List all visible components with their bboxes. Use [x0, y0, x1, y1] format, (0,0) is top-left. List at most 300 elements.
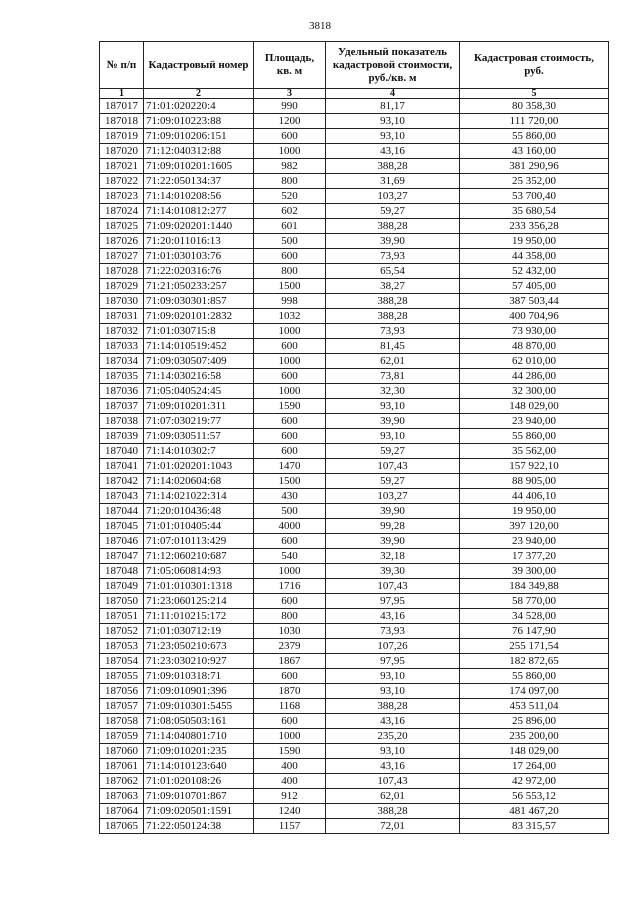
row-number-cell: 187018: [100, 114, 144, 129]
table-row: [100, 774, 609, 789]
cadastral-value-cell: 23 940,00: [460, 414, 609, 429]
specific-value-cell: 39,30: [326, 564, 460, 579]
row-number-cell: 187060: [100, 744, 144, 759]
cadastral-value-cell: 39 300,00: [460, 564, 609, 579]
area-cell: 1000: [254, 729, 326, 744]
specific-value-cell: 39,90: [326, 534, 460, 549]
row-number-cell: 187054: [100, 654, 144, 669]
table-row: [100, 219, 609, 234]
row-number-cell: 187048: [100, 564, 144, 579]
table-row: [100, 534, 609, 549]
row-number-cell: 187033: [100, 339, 144, 354]
area-cell: 600: [254, 534, 326, 549]
row-number-cell: 187032: [100, 324, 144, 339]
cadastral-value-cell: 44 286,00: [460, 369, 609, 384]
table-row: [100, 474, 609, 489]
cadastral-number-cell: 71:14:040801:710: [144, 729, 254, 744]
specific-value-cell: 93,10: [326, 129, 460, 144]
specific-value-cell: 73,93: [326, 249, 460, 264]
table-row: [100, 159, 609, 174]
row-number-cell: 187041: [100, 459, 144, 474]
row-number-cell: 187052: [100, 624, 144, 639]
cadastral-number-cell: 71:08:050503:161: [144, 714, 254, 729]
table-row: [100, 294, 609, 309]
table-row: [100, 744, 609, 759]
area-cell: 1867: [254, 654, 326, 669]
cadastral-value-cell: 174 097,00: [460, 684, 609, 699]
specific-value-cell: 59,27: [326, 204, 460, 219]
cadastral-number-cell: 71:20:010436:48: [144, 504, 254, 519]
header-row-number: № п/п: [100, 42, 144, 89]
cadastral-number-cell: 71:01:010301:1318: [144, 579, 254, 594]
column-number: 4: [326, 89, 460, 99]
area-cell: 998: [254, 294, 326, 309]
row-number-cell: 187050: [100, 594, 144, 609]
area-cell: 1032: [254, 309, 326, 324]
cadastral-value-cell: 19 950,00: [460, 234, 609, 249]
cadastral-number-cell: 71:23:050210:673: [144, 639, 254, 654]
specific-value-cell: 235,20: [326, 729, 460, 744]
specific-value-cell: 93,10: [326, 669, 460, 684]
cadastral-value-cell: 80 358,30: [460, 99, 609, 114]
specific-value-cell: 388,28: [326, 309, 460, 324]
specific-value-cell: 388,28: [326, 804, 460, 819]
area-cell: 600: [254, 129, 326, 144]
row-number-cell: 187042: [100, 474, 144, 489]
row-number-cell: 187019: [100, 129, 144, 144]
specific-value-cell: 93,10: [326, 399, 460, 414]
cadastral-number-cell: 71:09:030507:409: [144, 354, 254, 369]
table-row: [100, 129, 609, 144]
row-number-cell: 187030: [100, 294, 144, 309]
row-number-cell: 187034: [100, 354, 144, 369]
cadastral-value-cell: 255 171,54: [460, 639, 609, 654]
cadastral-number-cell: 71:01:020108:26: [144, 774, 254, 789]
cadastral-value-cell: 19 950,00: [460, 504, 609, 519]
area-cell: 540: [254, 549, 326, 564]
cadastral-value-cell: 387 503,44: [460, 294, 609, 309]
row-number-cell: 187026: [100, 234, 144, 249]
specific-value-cell: 32,18: [326, 549, 460, 564]
cadastral-number-cell: 71:09:020501:1591: [144, 804, 254, 819]
specific-value-cell: 388,28: [326, 699, 460, 714]
table-row: [100, 414, 609, 429]
table-body: [100, 99, 609, 834]
specific-value-cell: 107,43: [326, 579, 460, 594]
area-cell: 1000: [254, 354, 326, 369]
row-number-cell: 187043: [100, 489, 144, 504]
specific-value-cell: 103,27: [326, 189, 460, 204]
area-cell: 1470: [254, 459, 326, 474]
specific-value-cell: 38,27: [326, 279, 460, 294]
row-number-cell: 187027: [100, 249, 144, 264]
table-row: [100, 624, 609, 639]
row-number-cell: 187051: [100, 609, 144, 624]
cadastral-number-cell: 71:20:011016:13: [144, 234, 254, 249]
row-number-cell: 187049: [100, 579, 144, 594]
row-number-cell: 187017: [100, 99, 144, 114]
specific-value-cell: 73,81: [326, 369, 460, 384]
cadastral-value-cell: 52 432,00: [460, 264, 609, 279]
specific-value-cell: 39,90: [326, 504, 460, 519]
cadastral-value-cell: 53 700,40: [460, 189, 609, 204]
table-row: [100, 504, 609, 519]
cadastral-value-cell: 57 405,00: [460, 279, 609, 294]
cadastral-value-cell: 35 562,00: [460, 444, 609, 459]
header-cadastral-number: Кадастровый номер: [144, 42, 254, 89]
cadastral-number-cell: 71:23:030210:927: [144, 654, 254, 669]
cadastral-number-cell: 71:21:050233:257: [144, 279, 254, 294]
specific-value-cell: 59,27: [326, 474, 460, 489]
table-row: [100, 399, 609, 414]
cadastral-number-cell: 71:07:010113:429: [144, 534, 254, 549]
table-row: [100, 519, 609, 534]
row-number-cell: 187046: [100, 534, 144, 549]
area-cell: 1590: [254, 399, 326, 414]
area-cell: 400: [254, 774, 326, 789]
cadastral-number-cell: 71:09:010701:867: [144, 789, 254, 804]
table-row: [100, 264, 609, 279]
cadastral-number-cell: 71:01:010405:44: [144, 519, 254, 534]
area-cell: 600: [254, 369, 326, 384]
cadastral-value-cell: 148 029,00: [460, 744, 609, 759]
area-cell: 1168: [254, 699, 326, 714]
cadastral-value-cell: 25 896,00: [460, 714, 609, 729]
table-row: [100, 444, 609, 459]
area-cell: 600: [254, 714, 326, 729]
cadastral-number-cell: 71:05:040524:45: [144, 384, 254, 399]
cadastral-value-cell: 56 553,12: [460, 789, 609, 804]
table-row: [100, 309, 609, 324]
specific-value-cell: 97,95: [326, 654, 460, 669]
area-cell: 1590: [254, 744, 326, 759]
cadastral-value-cell: 111 720,00: [460, 114, 609, 129]
table-row: [100, 384, 609, 399]
specific-value-cell: 388,28: [326, 219, 460, 234]
row-number-cell: 187064: [100, 804, 144, 819]
specific-value-cell: 73,93: [326, 324, 460, 339]
specific-value-cell: 107,43: [326, 774, 460, 789]
cadastral-value-cell: 42 972,00: [460, 774, 609, 789]
cadastral-value-cell: 55 860,00: [460, 129, 609, 144]
table-row: [100, 189, 609, 204]
specific-value-cell: 65,54: [326, 264, 460, 279]
page-number: 3818: [309, 20, 331, 32]
cadastral-number-cell: 71:01:020220:4: [144, 99, 254, 114]
table-row: [100, 714, 609, 729]
cadastral-value-cell: 83 315,57: [460, 819, 609, 834]
cadastral-number-cell: 71:12:060210:687: [144, 549, 254, 564]
cadastral-number-cell: 71:14:010519:452: [144, 339, 254, 354]
table-row: [100, 369, 609, 384]
cadastral-value-cell: 76 147,90: [460, 624, 609, 639]
specific-value-cell: 73,93: [326, 624, 460, 639]
cadastral-value-cell: 400 704,96: [460, 309, 609, 324]
cadastral-number-cell: 71:01:030715:8: [144, 324, 254, 339]
cadastral-value-cell: 381 290,96: [460, 159, 609, 174]
table-row: [100, 144, 609, 159]
cadastral-value-cell: 73 930,00: [460, 324, 609, 339]
column-number-row: [100, 89, 609, 99]
specific-value-cell: 62,01: [326, 354, 460, 369]
specific-value-cell: 39,90: [326, 414, 460, 429]
area-cell: 400: [254, 759, 326, 774]
row-number-cell: 187045: [100, 519, 144, 534]
cadastral-number-cell: 71:09:010201:235: [144, 744, 254, 759]
cadastral-value-cell: 235 200,00: [460, 729, 609, 744]
specific-value-cell: 59,27: [326, 444, 460, 459]
cadastral-value-table: [99, 41, 609, 834]
cadastral-value-cell: 17 377,20: [460, 549, 609, 564]
cadastral-number-cell: 71:11:010215:172: [144, 609, 254, 624]
table-row: [100, 204, 609, 219]
cadastral-number-cell: 71:22:050124:38: [144, 819, 254, 834]
table-row: [100, 684, 609, 699]
cadastral-number-cell: 71:14:010812:277: [144, 204, 254, 219]
table-row: [100, 804, 609, 819]
row-number-cell: 187063: [100, 789, 144, 804]
area-cell: 600: [254, 414, 326, 429]
cadastral-value-cell: 453 511,04: [460, 699, 609, 714]
table-row: [100, 459, 609, 474]
cadastral-number-cell: 71:09:010201:311: [144, 399, 254, 414]
row-number-cell: 187025: [100, 219, 144, 234]
row-number-cell: 187024: [100, 204, 144, 219]
area-cell: 800: [254, 609, 326, 624]
cadastral-value-cell: 34 528,00: [460, 609, 609, 624]
table-row: [100, 639, 609, 654]
row-number-cell: 187061: [100, 759, 144, 774]
area-cell: 600: [254, 249, 326, 264]
area-cell: 500: [254, 234, 326, 249]
cadastral-value-cell: 184 349,88: [460, 579, 609, 594]
cadastral-value-cell: 17 264,00: [460, 759, 609, 774]
row-number-cell: 187062: [100, 774, 144, 789]
specific-value-cell: 43,16: [326, 144, 460, 159]
area-cell: 520: [254, 189, 326, 204]
cadastral-number-cell: 71:09:010201:1605: [144, 159, 254, 174]
row-number-cell: 187057: [100, 699, 144, 714]
cadastral-number-cell: 71:05:060814:93: [144, 564, 254, 579]
row-number-cell: 187053: [100, 639, 144, 654]
cadastral-value-cell: 58 770,00: [460, 594, 609, 609]
table-row: [100, 594, 609, 609]
row-number-cell: 187020: [100, 144, 144, 159]
area-cell: 601: [254, 219, 326, 234]
specific-value-cell: 107,43: [326, 459, 460, 474]
cadastral-number-cell: 71:23:060125:214: [144, 594, 254, 609]
cadastral-value-cell: 233 356,28: [460, 219, 609, 234]
row-number-cell: 187037: [100, 399, 144, 414]
area-cell: 1716: [254, 579, 326, 594]
specific-value-cell: 43,16: [326, 609, 460, 624]
area-cell: 600: [254, 339, 326, 354]
table-row: [100, 759, 609, 774]
row-number-cell: 187059: [100, 729, 144, 744]
row-number-cell: 187039: [100, 429, 144, 444]
area-cell: 430: [254, 489, 326, 504]
area-cell: 600: [254, 444, 326, 459]
table-row: [100, 699, 609, 714]
cadastral-value-cell: 62 010,00: [460, 354, 609, 369]
specific-value-cell: 93,10: [326, 744, 460, 759]
row-number-cell: 187022: [100, 174, 144, 189]
cadastral-number-cell: 71:09:010223:88: [144, 114, 254, 129]
area-cell: 1500: [254, 474, 326, 489]
cadastral-value-cell: 55 860,00: [460, 429, 609, 444]
cadastral-value-cell: 44 358,00: [460, 249, 609, 264]
table-row: [100, 609, 609, 624]
cadastral-value-cell: 148 029,00: [460, 399, 609, 414]
cadastral-value-cell: 55 860,00: [460, 669, 609, 684]
area-cell: 912: [254, 789, 326, 804]
specific-value-cell: 93,10: [326, 429, 460, 444]
area-cell: 1000: [254, 564, 326, 579]
specific-value-cell: 93,10: [326, 114, 460, 129]
area-cell: 800: [254, 264, 326, 279]
specific-value-cell: 72,01: [326, 819, 460, 834]
specific-value-cell: 388,28: [326, 159, 460, 174]
table-row: [100, 489, 609, 504]
cadastral-number-cell: 71:09:020101:2832: [144, 309, 254, 324]
table-row: [100, 234, 609, 249]
area-cell: 1030: [254, 624, 326, 639]
area-cell: 990: [254, 99, 326, 114]
column-number: 1: [100, 89, 144, 99]
area-cell: 2379: [254, 639, 326, 654]
cadastral-number-cell: 71:09:010301:5455: [144, 699, 254, 714]
table-row: [100, 429, 609, 444]
area-cell: 1000: [254, 144, 326, 159]
cadastral-number-cell: 71:01:030712:19: [144, 624, 254, 639]
specific-value-cell: 93,10: [326, 684, 460, 699]
area-cell: 600: [254, 429, 326, 444]
cadastral-number-cell: 71:09:030511:57: [144, 429, 254, 444]
area-cell: 500: [254, 504, 326, 519]
table-row: [100, 354, 609, 369]
area-cell: 1870: [254, 684, 326, 699]
table-row: [100, 99, 609, 114]
area-cell: 602: [254, 204, 326, 219]
cadastral-number-cell: 71:07:030219:77: [144, 414, 254, 429]
cadastral-number-cell: 71:09:020201:1440: [144, 219, 254, 234]
cadastral-value-cell: 32 300,00: [460, 384, 609, 399]
cadastral-number-cell: 71:22:020316:76: [144, 264, 254, 279]
row-number-cell: 187031: [100, 309, 144, 324]
specific-value-cell: 32,30: [326, 384, 460, 399]
row-number-cell: 187055: [100, 669, 144, 684]
specific-value-cell: 43,16: [326, 714, 460, 729]
row-number-cell: 187021: [100, 159, 144, 174]
column-number: 3: [254, 89, 326, 99]
area-cell: 1500: [254, 279, 326, 294]
table-row: [100, 249, 609, 264]
table-row: [100, 669, 609, 684]
cadastral-value-cell: 182 872,65: [460, 654, 609, 669]
row-number-cell: 187058: [100, 714, 144, 729]
row-number-cell: 187036: [100, 384, 144, 399]
row-number-cell: 187038: [100, 414, 144, 429]
area-cell: 600: [254, 594, 326, 609]
row-number-cell: 187056: [100, 684, 144, 699]
area-cell: 1000: [254, 324, 326, 339]
row-number-cell: 187029: [100, 279, 144, 294]
row-number-cell: 187028: [100, 264, 144, 279]
cadastral-value-cell: 157 922,10: [460, 459, 609, 474]
table-row: [100, 729, 609, 744]
specific-value-cell: 107,26: [326, 639, 460, 654]
table-row: [100, 549, 609, 564]
header-area: Площадь, кв. м: [254, 42, 326, 89]
area-cell: 1157: [254, 819, 326, 834]
cadastral-value-cell: 23 940,00: [460, 534, 609, 549]
area-cell: 1000: [254, 384, 326, 399]
cadastral-value-cell: 481 467,20: [460, 804, 609, 819]
area-cell: 600: [254, 669, 326, 684]
specific-value-cell: 99,28: [326, 519, 460, 534]
table-row: [100, 579, 609, 594]
specific-value-cell: 97,95: [326, 594, 460, 609]
specific-value-cell: 81,45: [326, 339, 460, 354]
table-row: [100, 114, 609, 129]
cadastral-number-cell: 71:09:010318:71: [144, 669, 254, 684]
table-row: [100, 819, 609, 834]
table-row: [100, 564, 609, 579]
cadastral-value-cell: 88 905,00: [460, 474, 609, 489]
table-row: [100, 324, 609, 339]
specific-value-cell: 39,90: [326, 234, 460, 249]
cadastral-number-cell: 71:01:020201:1043: [144, 459, 254, 474]
cadastral-value-cell: 43 160,00: [460, 144, 609, 159]
cadastral-number-cell: 71:14:010302:7: [144, 444, 254, 459]
cadastral-number-cell: 71:14:030216:58: [144, 369, 254, 384]
row-number-cell: 187047: [100, 549, 144, 564]
row-number-cell: 187035: [100, 369, 144, 384]
area-cell: 4000: [254, 519, 326, 534]
cadastral-value-cell: 35 680,54: [460, 204, 609, 219]
row-number-cell: 187044: [100, 504, 144, 519]
specific-value-cell: 43,16: [326, 759, 460, 774]
column-number: 5: [460, 89, 609, 99]
area-cell: 982: [254, 159, 326, 174]
table-row: [100, 339, 609, 354]
cadastral-number-cell: 71:14:010208:56: [144, 189, 254, 204]
specific-value-cell: 388,28: [326, 294, 460, 309]
cadastral-number-cell: 71:14:010123:640: [144, 759, 254, 774]
cadastral-number-cell: 71:01:030103:76: [144, 249, 254, 264]
table-row: [100, 174, 609, 189]
cadastral-number-cell: 71:09:010206:151: [144, 129, 254, 144]
row-number-cell: 187065: [100, 819, 144, 834]
cadastral-number-cell: 71:09:030301:857: [144, 294, 254, 309]
cadastral-value-cell: 48 870,00: [460, 339, 609, 354]
specific-value-cell: 62,01: [326, 789, 460, 804]
column-number: 2: [144, 89, 254, 99]
area-cell: 800: [254, 174, 326, 189]
specific-value-cell: 103,27: [326, 489, 460, 504]
specific-value-cell: 81,17: [326, 99, 460, 114]
cadastral-value-cell: 397 120,00: [460, 519, 609, 534]
table-header-row: [100, 42, 609, 89]
cadastral-number-cell: 71:14:020604:68: [144, 474, 254, 489]
cadastral-number-cell: 71:09:010901:396: [144, 684, 254, 699]
row-number-cell: 187023: [100, 189, 144, 204]
cadastral-value-cell: 44 406,10: [460, 489, 609, 504]
cadastral-value-cell: 25 352,00: [460, 174, 609, 189]
area-cell: 1240: [254, 804, 326, 819]
cadastral-number-cell: 71:12:040312:88: [144, 144, 254, 159]
table-row: [100, 654, 609, 669]
